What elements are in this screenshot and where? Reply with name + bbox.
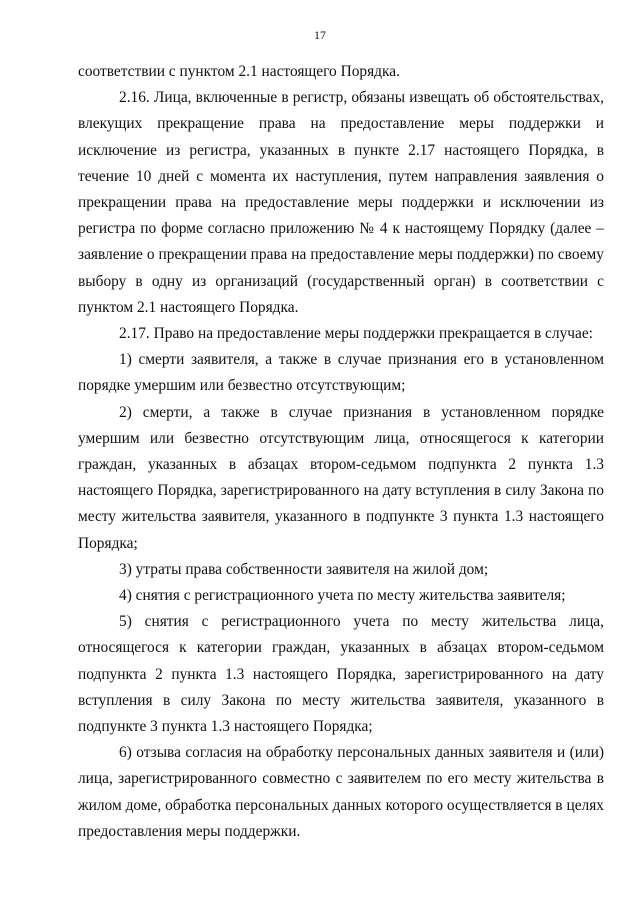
list-item-1: 1) смерти заявителя, а также в случае признания его в установленном порядке умершим или безвестно отсутствующим; — [78, 351, 604, 395]
paragraph-2-17: 2.17. Право на предоставление меры поддержки прекращается в случае: — [119, 325, 593, 343]
paragraph-2-16: 2.16. Лица, включенные в регистр, обязаны извещать об обстоятельствах, влекущих прекращение права на предоставление меры поддержки и исключение из регистра, указанных в пункте 2.17 настоящего Порядка, в течение 10 дней с момента их наступления, путем направления заявления о прекращении права на предоставление меры поддержки и исключении из регистра по форме согласно приложению № 4 к настоящему Порядку (далее – заявление о прекращении права на предоставление меры поддержки) по своему выбору в одну из организаций (государственный орган) в соответствии с пунктом 2.1 настоящего Порядка. — [78, 89, 604, 316]
list-item-5: 5) снятия с регистрационного учета по месту жительства лица, относящегося к категории граждан, указанных в абзацах втором-седьмом подпункта 2 пункта 1.3 настоящего Порядка, зарегистрированного на дату вступления в силу Закона по месту жительства заявителя, указанного в подпункте 3 пункта 1.3 настоящего Порядка; — [78, 613, 604, 736]
list-item-6: 6) отзыва согласия на обработку персональных данных заявителя и (или) лица, зарегистрированного совместно с заявителем по его месту жительства в жилом доме, обработка персональных данных которого осуществляется в целях предоставления меры поддержки. — [78, 744, 604, 840]
list-item-4: 4) снятия с регистрационного учета по месту жительства заявителя; — [119, 587, 566, 605]
list-item-2: 2) смерти, а также в случае признания в установленном порядке умершим или безвестно отсутствующим лица, относящегося к категории граждан, указанных в абзацах втором-седьмом подпункта 2 пункта 1.3 настоящего Порядка, зарегистрированного на дату вступления в силу Закона по месту жительства заявителя, указанного в подпункте 3 пункта 1.3 настоящего Порядка; — [78, 403, 604, 552]
list-item-3: 3) утраты права собственности заявителя на жилой дом; — [119, 560, 489, 578]
page-number: 17 — [314, 28, 326, 42]
paragraph-continuation: соответствии с пунктом 2.1 настоящего Порядка. — [78, 63, 400, 80]
document-body — [78, 59, 604, 845]
